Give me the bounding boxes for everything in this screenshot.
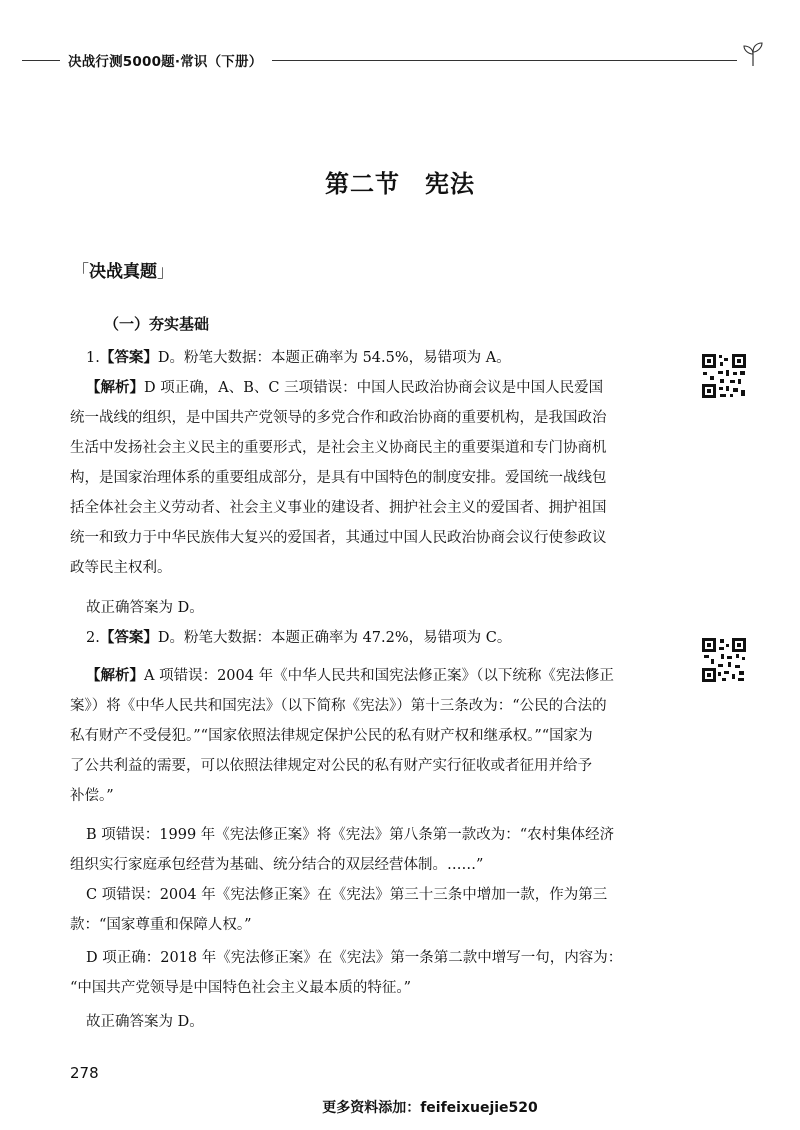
heading-text: 决战真题: [89, 262, 157, 282]
section-title: 第二节 宪法: [325, 170, 475, 198]
qr-code-icon[interactable]: [700, 636, 748, 684]
q2-analysis-c-line-1: C 项错误：2004 年《宪法修正案》在《宪法》第三十三条中增加一款，作为第三: [86, 887, 608, 903]
q2-answer-tag: 【答案】: [99, 630, 158, 646]
q1-analysis-tag: 【解析】: [86, 380, 144, 396]
q1-answer-tag: 【答案】: [99, 350, 158, 366]
bracket-close: 」: [157, 262, 174, 282]
q2-analysis-b-line-2: 组织实行家庭承包经营为基础、统分结合的双层经营体制。……”: [70, 857, 484, 873]
subheading: （一）夯实基础: [104, 315, 210, 333]
q1-analysis-line-7: 政等民主权利。: [70, 560, 172, 576]
q2-analysis-a-line-5: 补偿。”: [70, 788, 114, 804]
sprout-icon: [738, 38, 768, 68]
q2-answer: [86, 623, 686, 653]
q1-analysis-line-4: 构，是国家治理体系的重要组成部分，是具有中国特色的制度安排。爱国统一战线包: [70, 470, 607, 486]
q2-analysis-line-1: [86, 661, 686, 691]
q2-analysis-d-line-2: “中国共产党领导是中国特色社会主义最本质的特征。”: [70, 980, 412, 996]
footer-note-text: 更多资料添加：feifeixuejie520: [322, 1100, 538, 1116]
q1-conclusion: 故正确答案为 D。: [86, 600, 204, 616]
q1-analysis-line-6: 统一和致力于中华民族伟大复兴的爱国者，其通过中国人民政治协商会议行使参政议: [70, 530, 607, 546]
q1-analysis-line-2: 统一战线的组织，是中国共产党领导的多党合作和政治协商的重要机构，是我国政治: [70, 410, 607, 426]
q1-answer-text: D。粉笔大数据：本题正确率为 54.5%，易错项为 A。: [157, 350, 511, 366]
header-rule-left: [22, 60, 60, 61]
q2-number: 2.: [86, 630, 100, 646]
q1-analysis-line-3: 生活中发扬社会主义民主的重要形式，是社会主义协商民主的重要渠道和专门协商机: [70, 440, 607, 456]
running-header: [22, 48, 757, 72]
q1-analysis-line-5: 括全体社会主义劳动者、社会主义事业的建设者、拥护社会主义的爱国者、拥护祖国: [70, 500, 607, 516]
q2-analysis-b-line-1: B 项错误：1999 年《宪法修正案》将《宪法》第八条第一款改为：“农村集体经济: [86, 827, 615, 843]
section-heading: [72, 257, 174, 282]
q2-analysis-c-line-2: 款：“国家尊重和保障人权。”: [70, 917, 252, 933]
q2-analysis-a-line-2: 案》）将《中华人民共和国宪法》（以下简称《宪法》）第十三条改为：“公民的合法的: [70, 698, 607, 714]
q1-number: 1.: [86, 350, 100, 366]
q2-answer-text: D。粉笔大数据：本题正确率为 47.2%，易错项为 C。: [157, 630, 512, 646]
q2-analysis-text: A 项错误：2004 年《中华人民共和国宪法修正案》（以下统称《宪法修正: [144, 668, 614, 684]
page-number: 278: [70, 1064, 99, 1082]
q2-analysis-a-line-4: 了公共利益的需要，可以依照法律规定对公民的私有财产实行征收或者征用并给予: [70, 758, 592, 774]
q1-analysis-text: D 项正确，A、B、C 三项错误：中国人民政治协商会议是中国人民爱国: [144, 380, 604, 396]
footer-note: [0, 1097, 800, 1117]
running-title: 决战行测5000题·常识（下册）: [68, 54, 263, 70]
q1-answer: [86, 343, 686, 373]
q2-conclusion: 故正确答案为 D。: [86, 1014, 204, 1030]
q2-analysis-d-line-1: D 项正确：2018 年《宪法修正案》在《宪法》第一条第二款中增写一句，内容为：: [86, 950, 623, 966]
q2-analysis-a-line-3: 私有财产不受侵犯。”“国家依照法律规定保护公民的私有财产权和继承权。”“国家为: [70, 728, 593, 744]
bracket-open: 「: [72, 262, 89, 282]
header-rule-right: [272, 60, 737, 61]
q1-analysis-line-1: [86, 373, 686, 403]
q2-analysis-tag: 【解析】: [86, 668, 144, 684]
qr-code-icon[interactable]: [700, 352, 748, 400]
